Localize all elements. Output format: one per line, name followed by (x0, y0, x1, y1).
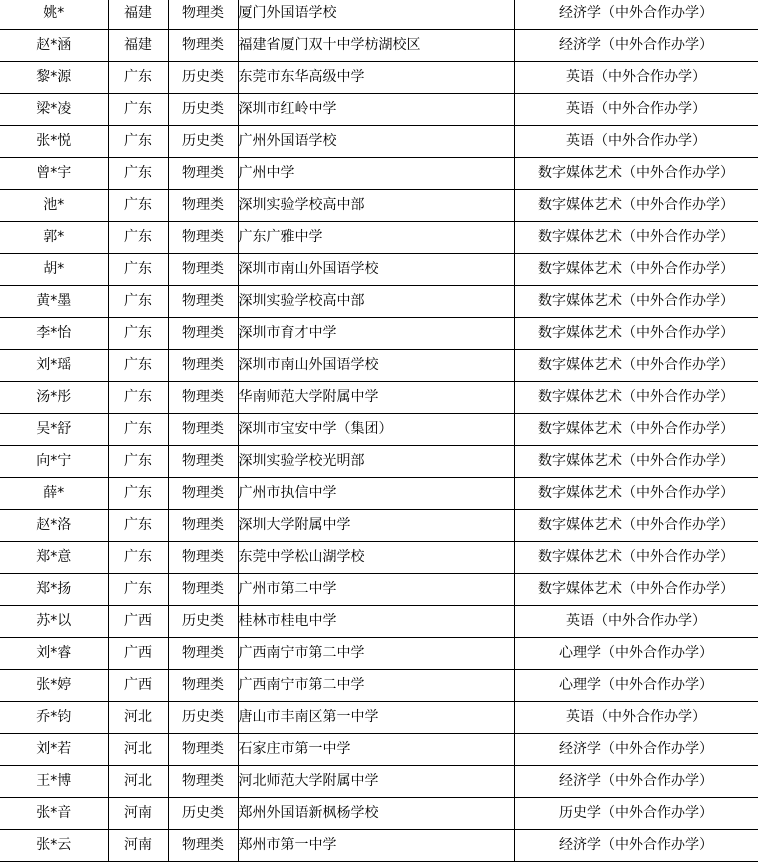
high-school-cell: 广州外国语学校 (238, 126, 514, 158)
table-row (0, 62, 758, 94)
subject-category-cell: 历史类 (168, 606, 238, 638)
province-cell: 广东 (108, 542, 168, 574)
student-name-cell: 张*悦 (0, 126, 108, 158)
high-school-cell: 深圳市育才中学 (238, 318, 514, 350)
subject-category-cell: 物理类 (168, 414, 238, 446)
high-school-cell: 郑州市第一中学 (238, 830, 514, 862)
province-cell: 广东 (108, 318, 168, 350)
student-name-cell: 郭* (0, 222, 108, 254)
province-cell: 广东 (108, 254, 168, 286)
student-name-cell: 刘*瑶 (0, 350, 108, 382)
subject-category-cell: 物理类 (168, 638, 238, 670)
table-row (0, 830, 758, 862)
high-school-cell: 广州市执信中学 (238, 478, 514, 510)
subject-category-cell: 物理类 (168, 382, 238, 414)
subject-category-cell: 物理类 (168, 350, 238, 382)
province-cell: 广西 (108, 606, 168, 638)
admitted-major-cell: 数字媒体艺术（中外合作办学） (514, 382, 758, 414)
admitted-major-cell: 经济学（中外合作办学） (514, 734, 758, 766)
student-name-cell: 黄*墨 (0, 286, 108, 318)
subject-category-cell: 物理类 (168, 830, 238, 862)
province-cell: 广西 (108, 670, 168, 702)
province-cell: 广东 (108, 446, 168, 478)
student-name-cell: 胡* (0, 254, 108, 286)
admitted-major-cell: 经济学（中外合作办学） (514, 766, 758, 798)
province-cell: 河北 (108, 734, 168, 766)
subject-category-cell: 历史类 (168, 126, 238, 158)
admitted-major-cell: 数字媒体艺术（中外合作办学） (514, 318, 758, 350)
student-name-cell: 曾*宇 (0, 158, 108, 190)
table-row (0, 798, 758, 830)
admitted-major-cell: 英语（中外合作办学） (514, 606, 758, 638)
table-row (0, 446, 758, 478)
high-school-cell: 华南师范大学附属中学 (238, 382, 514, 414)
high-school-cell: 广西南宁市第二中学 (238, 670, 514, 702)
province-cell: 广东 (108, 350, 168, 382)
province-cell: 福建 (108, 30, 168, 62)
admitted-major-cell: 数字媒体艺术（中外合作办学） (514, 414, 758, 446)
high-school-cell: 广东广雅中学 (238, 222, 514, 254)
table-row (0, 318, 758, 350)
student-name-cell: 刘*若 (0, 734, 108, 766)
subject-category-cell: 历史类 (168, 62, 238, 94)
table-row (0, 574, 758, 606)
admitted-major-cell: 数字媒体艺术（中外合作办学） (514, 478, 758, 510)
province-cell: 福建 (108, 0, 168, 30)
high-school-cell: 深圳市南山外国语学校 (238, 350, 514, 382)
table-row (0, 766, 758, 798)
province-cell: 广东 (108, 286, 168, 318)
table-row (0, 542, 758, 574)
admitted-major-cell: 英语（中外合作办学） (514, 126, 758, 158)
high-school-cell: 广州市第二中学 (238, 574, 514, 606)
table-row (0, 414, 758, 446)
student-name-cell: 乔*钧 (0, 702, 108, 734)
subject-category-cell: 物理类 (168, 446, 238, 478)
province-cell: 广东 (108, 62, 168, 94)
admitted-major-cell: 数字媒体艺术（中外合作办学） (514, 510, 758, 542)
province-cell: 广东 (108, 574, 168, 606)
province-cell: 广东 (108, 94, 168, 126)
student-name-cell: 王*博 (0, 766, 108, 798)
province-cell: 广东 (108, 382, 168, 414)
table-row (0, 30, 758, 62)
subject-category-cell: 物理类 (168, 766, 238, 798)
subject-category-cell: 物理类 (168, 190, 238, 222)
admitted-major-cell: 心理学（中外合作办学） (514, 670, 758, 702)
high-school-cell: 桂林市桂电中学 (238, 606, 514, 638)
student-name-cell: 池* (0, 190, 108, 222)
subject-category-cell: 物理类 (168, 670, 238, 702)
student-name-cell: 张*音 (0, 798, 108, 830)
table-row (0, 638, 758, 670)
subject-category-cell: 物理类 (168, 478, 238, 510)
table-row (0, 222, 758, 254)
admitted-major-cell: 数字媒体艺术（中外合作办学） (514, 542, 758, 574)
province-cell: 广东 (108, 126, 168, 158)
admitted-major-cell: 数字媒体艺术（中外合作办学） (514, 446, 758, 478)
admitted-major-cell: 心理学（中外合作办学） (514, 638, 758, 670)
table-row (0, 478, 758, 510)
province-cell: 广东 (108, 190, 168, 222)
high-school-cell: 深圳实验学校光明部 (238, 446, 514, 478)
province-cell: 广东 (108, 510, 168, 542)
subject-category-cell: 物理类 (168, 542, 238, 574)
high-school-cell: 广州中学 (238, 158, 514, 190)
student-name-cell: 苏*以 (0, 606, 108, 638)
student-name-cell: 刘*睿 (0, 638, 108, 670)
table-row (0, 0, 758, 30)
high-school-cell: 深圳市红岭中学 (238, 94, 514, 126)
high-school-cell: 唐山市丰南区第一中学 (238, 702, 514, 734)
subject-category-cell: 历史类 (168, 798, 238, 830)
subject-category-cell: 物理类 (168, 734, 238, 766)
subject-category-cell: 物理类 (168, 574, 238, 606)
table-row (0, 190, 758, 222)
student-name-cell: 向*宁 (0, 446, 108, 478)
student-name-cell: 黎*源 (0, 62, 108, 94)
admitted-major-cell: 数字媒体艺术（中外合作办学） (514, 574, 758, 606)
admitted-major-cell: 数字媒体艺术（中外合作办学） (514, 254, 758, 286)
table-row (0, 382, 758, 414)
student-name-cell: 吴*舒 (0, 414, 108, 446)
table-row (0, 286, 758, 318)
subject-category-cell: 物理类 (168, 158, 238, 190)
subject-category-cell: 物理类 (168, 30, 238, 62)
student-name-cell: 郑*扬 (0, 574, 108, 606)
high-school-cell: 广西南宁市第二中学 (238, 638, 514, 670)
student-name-cell: 赵*涵 (0, 30, 108, 62)
student-name-cell: 薛* (0, 478, 108, 510)
province-cell: 广东 (108, 222, 168, 254)
table-row (0, 606, 758, 638)
table-row (0, 702, 758, 734)
admitted-major-cell: 英语（中外合作办学） (514, 62, 758, 94)
admitted-major-cell: 英语（中外合作办学） (514, 94, 758, 126)
student-name-cell: 李*怡 (0, 318, 108, 350)
high-school-cell: 河北师范大学附属中学 (238, 766, 514, 798)
student-name-cell: 梁*凌 (0, 94, 108, 126)
high-school-cell: 郑州外国语新枫杨学校 (238, 798, 514, 830)
high-school-cell: 福建省厦门双十中学枋湖校区 (238, 30, 514, 62)
high-school-cell: 深圳大学附属中学 (238, 510, 514, 542)
admitted-major-cell: 英语（中外合作办学） (514, 702, 758, 734)
admitted-major-cell: 经济学（中外合作办学） (514, 30, 758, 62)
province-cell: 河北 (108, 766, 168, 798)
table-row (0, 158, 758, 190)
province-cell: 河南 (108, 830, 168, 862)
student-name-cell: 张*云 (0, 830, 108, 862)
student-name-cell: 张*婷 (0, 670, 108, 702)
student-name-cell: 郑*意 (0, 542, 108, 574)
student-name-cell: 赵*洛 (0, 510, 108, 542)
high-school-cell: 厦门外国语学校 (238, 0, 514, 30)
table-row (0, 254, 758, 286)
province-cell: 河南 (108, 798, 168, 830)
subject-category-cell: 物理类 (168, 286, 238, 318)
admitted-major-cell: 历史学（中外合作办学） (514, 798, 758, 830)
student-name-cell: 汤*彤 (0, 382, 108, 414)
subject-category-cell: 物理类 (168, 318, 238, 350)
province-cell: 广东 (108, 158, 168, 190)
province-cell: 广西 (108, 638, 168, 670)
admitted-major-cell: 数字媒体艺术（中外合作办学） (514, 158, 758, 190)
table-row (0, 94, 758, 126)
admitted-major-cell: 数字媒体艺术（中外合作办学） (514, 190, 758, 222)
subject-category-cell: 物理类 (168, 254, 238, 286)
subject-category-cell: 物理类 (168, 510, 238, 542)
high-school-cell: 深圳实验学校高中部 (238, 286, 514, 318)
student-name-cell: 姚* (0, 0, 108, 30)
high-school-cell: 东莞中学松山湖学校 (238, 542, 514, 574)
table-row (0, 350, 758, 382)
province-cell: 广东 (108, 414, 168, 446)
admitted-major-cell: 数字媒体艺术（中外合作办学） (514, 350, 758, 382)
subject-category-cell: 物理类 (168, 222, 238, 254)
table-row (0, 734, 758, 766)
table-row (0, 510, 758, 542)
province-cell: 河北 (108, 702, 168, 734)
subject-category-cell: 物理类 (168, 0, 238, 30)
admitted-major-cell: 经济学（中外合作办学） (514, 830, 758, 862)
high-school-cell: 东莞市东华高级中学 (238, 62, 514, 94)
admitted-major-cell: 经济学（中外合作办学） (514, 0, 758, 30)
high-school-cell: 石家庄市第一中学 (238, 734, 514, 766)
province-cell: 广东 (108, 478, 168, 510)
high-school-cell: 深圳实验学校高中部 (238, 190, 514, 222)
admitted-major-cell: 数字媒体艺术（中外合作办学） (514, 222, 758, 254)
high-school-cell: 深圳市宝安中学（集团） (238, 414, 514, 446)
subject-category-cell: 历史类 (168, 702, 238, 734)
admitted-major-cell: 数字媒体艺术（中外合作办学） (514, 286, 758, 318)
subject-category-cell: 历史类 (168, 94, 238, 126)
table-row (0, 670, 758, 702)
high-school-cell: 深圳市南山外国语学校 (238, 254, 514, 286)
table-row (0, 126, 758, 158)
